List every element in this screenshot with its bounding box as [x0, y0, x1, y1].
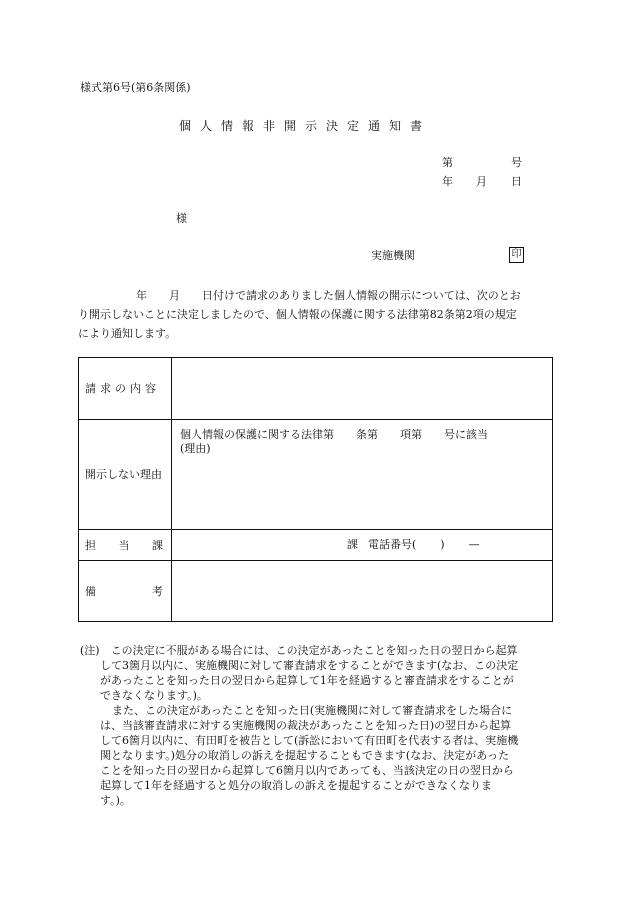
- note-line: があったことを知った日の翌日から起算して1年を経過すると審査請求をすることが: [100, 674, 514, 687]
- remarks-content-cell[interactable]: [172, 561, 553, 622]
- notice-body: [78, 286, 554, 343]
- addressee-suffix: 様: [176, 212, 187, 225]
- form-number: 様式第6号(第6条関係): [80, 81, 191, 94]
- staff-content-cell[interactable]: [172, 530, 553, 561]
- remarks-label-2: 考: [152, 584, 163, 598]
- document-title: 個人情報非開示決定通知書: [179, 119, 432, 133]
- body-line-2: り開示しないことに決定しましたので、個人情報の保護に関する法律第82条第2項の規定: [78, 308, 517, 321]
- staff-label-1: 担: [85, 538, 96, 552]
- table-row-request: [79, 358, 553, 420]
- staff-label-cell: [79, 530, 172, 561]
- note-line: して6箇月以内に、有田町を被告として(訴訟において有田町を代表する者は、実施機: [100, 734, 519, 747]
- request-label-cell: [79, 358, 172, 420]
- date-year-label: 年: [442, 175, 453, 188]
- table-row-staff: [79, 530, 553, 561]
- remarks-label-cell: [79, 561, 172, 622]
- reason-label-cell: [79, 420, 172, 530]
- agency-label: 実施機関: [371, 249, 415, 262]
- reason-article-text: 条第: [356, 428, 378, 441]
- staff-label-2: 当: [118, 538, 130, 552]
- notice-table: [78, 357, 553, 622]
- reason-sub-label: (理由): [180, 442, 211, 455]
- request-label: 請求の内容: [85, 382, 160, 395]
- table-row-reason: [79, 420, 553, 530]
- note-line: ことを知った日の翌日から起算して6箇月以内であっても、当該決定の日の翌日から: [100, 764, 514, 777]
- request-content-cell[interactable]: [172, 358, 553, 420]
- staff-phone-dash: —: [468, 538, 480, 551]
- note-line: 起算して1年を経過すると処分の取消しの訴えを提起することができなくなりま: [100, 779, 492, 792]
- staff-phone-label: 電話番号(: [368, 538, 417, 551]
- document-number-prefix: 第: [442, 156, 453, 169]
- table-row-remarks: [79, 561, 553, 622]
- note-line: す。)。: [100, 794, 131, 807]
- reason-label: 開示しない理由: [85, 468, 162, 481]
- reason-content-cell[interactable]: [172, 420, 553, 530]
- note-line: 関となります。)処分の取消しの訴えを提起することもできます(なお、決定があった: [100, 749, 510, 762]
- body-line-1: 日付けで請求のありました個人情報の開示については、次のとお: [202, 289, 521, 302]
- staff-section-label: 課: [347, 538, 358, 551]
- note-line: (注) この決定に不服がある場合には、この決定があったことを知った日の翌日から起算: [80, 644, 518, 657]
- remarks-label-1: 備: [85, 584, 96, 598]
- date-day-label: 日: [511, 175, 522, 188]
- seal-mark: 印: [509, 247, 524, 263]
- note-line: は、当該審査請求に対する実施機関の裁決があったことを知った日)の翌日から起算: [100, 719, 512, 732]
- body-year-label: 年: [136, 289, 147, 302]
- notes-section: [80, 643, 552, 808]
- date-month-label: 月: [476, 175, 487, 188]
- body-month-label: 月: [169, 289, 180, 302]
- body-line-3: により通知します。: [78, 327, 177, 340]
- reason-law-text: 個人情報の保護に関する法律第: [180, 428, 334, 441]
- note-line: して3箇月以内に、実施機関に対して審査請求をすることができます(なお、この決定: [100, 659, 519, 672]
- staff-paren-close: ): [440, 538, 445, 551]
- note-line: できなくなります。)。: [100, 689, 208, 702]
- reason-item-text: 号に該当: [444, 428, 488, 441]
- document-number-suffix: 号: [511, 156, 522, 169]
- staff-label-3: 課: [152, 538, 163, 552]
- reason-paragraph-text: 項第: [400, 428, 422, 441]
- note-line: また、この決定があったことを知った日(実施機関に対して審査請求をした場合に: [112, 704, 513, 717]
